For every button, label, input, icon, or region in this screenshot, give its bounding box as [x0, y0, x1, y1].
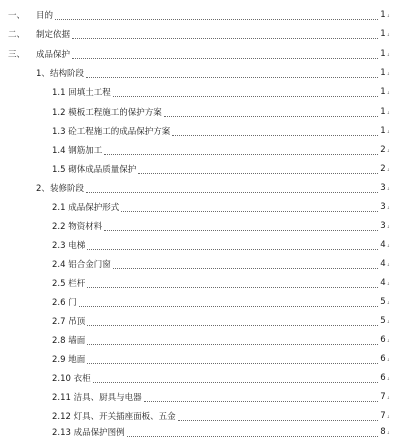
dot-leader: [104, 153, 378, 155]
toc-entry-title: 2.2 物资材料: [52, 222, 103, 232]
toc-entry[interactable]: [8, 9, 390, 23]
toc-entry[interactable]: [52, 391, 390, 405]
toc-entry-title: 1.3 砼工程施工的成品保护方案: [52, 127, 171, 137]
toc-entry[interactable]: [52, 296, 390, 310]
toc-entry[interactable]: [8, 48, 390, 62]
toc-entry[interactable]: [52, 315, 390, 329]
toc-entry[interactable]: [52, 258, 390, 272]
dot-leader: [121, 210, 378, 212]
toc-entry-number: 三、: [8, 50, 26, 60]
toc-entry-title: 2.1 成品保护形式: [52, 203, 120, 213]
toc-entry-title: 2.10 衣柜: [52, 374, 91, 384]
toc-entry[interactable]: [52, 106, 390, 120]
dot-leader: [144, 400, 379, 402]
dot-leader: [87, 324, 378, 326]
dot-leader: [72, 37, 378, 39]
toc-entry-page: 1 ↓: [380, 27, 390, 42]
toc-entry-title: 目的: [36, 11, 54, 21]
toc-entry-title: 成品保护: [36, 50, 71, 60]
dot-leader: [87, 286, 378, 288]
toc-entry-title: 2.7 吊顶: [52, 317, 86, 327]
toc-entry-number: 二、: [8, 30, 26, 40]
dot-leader: [172, 134, 378, 136]
toc-entry-page: 3 ↓: [380, 181, 390, 196]
toc-entry-title: 2.5 栏杆: [52, 279, 86, 289]
toc-entry-page: 3 ↓: [380, 200, 390, 215]
dot-leader: [87, 343, 378, 345]
toc-entry-page: 6 ↓: [380, 352, 390, 367]
toc-entry-title: 结构阶段: [50, 69, 85, 79]
toc-entry[interactable]: [52, 353, 390, 367]
toc-entry[interactable]: [36, 67, 390, 81]
toc-entry[interactable]: [52, 410, 390, 424]
dot-leader: [138, 172, 378, 174]
toc-entry-page: 8 ↓: [380, 425, 390, 440]
toc-entry-page: 1 ↓: [380, 85, 390, 100]
dot-leader: [55, 18, 378, 20]
dot-leader: [113, 95, 378, 97]
toc-entry-page: 6 ↓: [380, 333, 390, 348]
toc-entry[interactable]: [52, 125, 390, 139]
toc-entry-page: 1 ↓: [380, 66, 390, 81]
dot-leader: [72, 57, 378, 59]
toc-entry-page: 1 ↓: [380, 124, 390, 139]
toc-entry-page: 3 ↓: [380, 219, 390, 234]
toc-entry[interactable]: [52, 239, 390, 253]
toc-entry-page: 2 ↓: [380, 143, 390, 158]
toc-entry-title: 2.12 灯具、开关插座面板、五金: [52, 412, 176, 422]
dot-leader: [93, 381, 379, 383]
toc-entry-page: 2 ↓: [380, 162, 390, 177]
toc-entry-page: 7 ↓: [380, 409, 390, 424]
dot-leader: [178, 419, 379, 421]
toc-entry-page: 5 ↓: [380, 295, 390, 310]
toc-entry-page: 1 ↓: [380, 8, 390, 23]
toc-entry-page: 4 ↓: [380, 276, 390, 291]
toc-entry-number: 一、: [8, 11, 26, 21]
toc-entry[interactable]: [52, 277, 390, 291]
toc-entry-title: 2.4 铝合金门窗: [52, 260, 111, 270]
toc-entry-title: 2.9 地面: [52, 355, 86, 365]
toc-entry[interactable]: [8, 28, 390, 42]
toc-entry-title: 1.5 砌体成品质量保护: [52, 165, 137, 175]
toc-entry-number: 2、: [36, 184, 50, 194]
dot-leader: [86, 191, 378, 193]
toc-entry[interactable]: [52, 220, 390, 234]
toc-entry-page: 4 ↓: [380, 238, 390, 253]
toc-entry-page: 1 ↓: [380, 47, 390, 62]
toc-entry-title: 2.3 电梯: [52, 241, 86, 251]
toc-entry-title: 1.2 模板工程施工的保护方案: [52, 108, 162, 118]
toc-entry[interactable]: [36, 182, 390, 196]
toc-entry-page: 4 ↓: [380, 257, 390, 272]
dot-leader: [87, 362, 378, 364]
toc-entry-page: 7 ↓: [380, 390, 390, 405]
dot-leader: [79, 305, 378, 307]
toc-entry-title: 2.13 成品保护图例: [52, 428, 125, 438]
toc-entry-title: 2.8 墙面: [52, 336, 86, 346]
toc-entry[interactable]: [52, 372, 390, 386]
toc-entry-page: 1 ↓: [380, 105, 390, 120]
toc-entry[interactable]: [52, 163, 390, 177]
toc-entry[interactable]: [52, 86, 390, 100]
toc-entry-number: 1、: [36, 69, 50, 79]
toc-entry-title: 1.1 回填土工程: [52, 88, 111, 98]
dot-leader: [127, 435, 379, 437]
dot-leader: [164, 115, 378, 117]
toc-entry[interactable]: [52, 334, 390, 348]
toc-entry-page: 6 ↓: [380, 371, 390, 386]
dot-leader: [87, 248, 378, 250]
toc-entry-title: 制定依据: [36, 30, 71, 40]
toc-entry[interactable]: [52, 201, 390, 215]
toc-entry-page: 5 ↓: [380, 314, 390, 329]
toc-entry[interactable]: [52, 426, 390, 440]
dot-leader: [113, 267, 378, 269]
dot-leader: [86, 76, 378, 78]
dot-leader: [104, 229, 378, 231]
toc-entry-title: 2.11 洁具、厨具与电器: [52, 393, 142, 403]
toc-entry-title: 2.6 门: [52, 298, 77, 308]
toc-entry-title: 装修阶段: [50, 184, 85, 194]
toc-entry[interactable]: [52, 144, 390, 158]
toc-entry-title: 1.4 钢筋加工: [52, 146, 103, 156]
